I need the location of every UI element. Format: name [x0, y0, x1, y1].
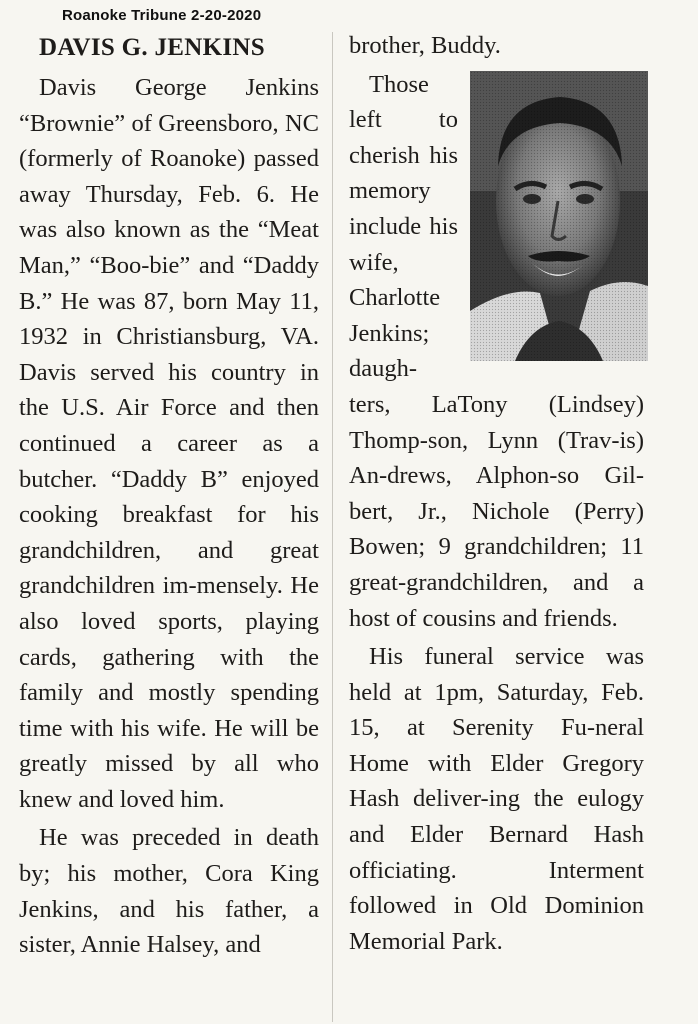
left-column [19, 28, 319, 966]
portrait-image [470, 71, 648, 361]
paragraph-preceded: He was preceded in death by; his mother, Cora King Jenkins, and his father, a sister, Annie Halsey, and [19, 824, 319, 959]
newspaper-masthead: Roanoke Tribune 2-20-2020 [62, 7, 262, 24]
paragraph-biography: Davis George Jenkins “Brownie” of Greensboro, NC (formerly of Roanoke) passed away Thursday, Feb. 6. He was also known as the “Meat Man,” “Boo-bie” and “Daddy B.” He was 87, born May 11, 1932 in Christiansburg, VA. Davis served his country in the U.S. Air Force and then continued a career as a butcher. “Daddy B” enjoyed cooking breakfast for his grandchildren, and great grandchildren im-mensely. He also loved sports, playing cards, gathering with the family and mostly spending time with his wife. He will be greatly missed by all who knew and loved him. [19, 74, 319, 813]
paragraph-funeral: His funeral service was held at 1pm, Saturday, Feb. 15, at Serenity Fu-neral Home with Elder Gregory Hash deliver-ing the eulogy and Elder Bernard Hash officiating. Interment followed in Old Dominion Memorial Park. [349, 643, 644, 955]
portrait-photo [470, 71, 648, 361]
obituary-headline: DAVIS G. JENKINS [39, 34, 265, 61]
right-column [349, 28, 644, 962]
paragraph-continued: brother, Buddy. [349, 32, 501, 59]
paragraph-survivors: Those left to cherish his memory include his wife, Charlotte Jenkins; daugh-ters, LaTony (Lindsey) Thomp-son, Lynn (Trav-is) An-drews, Alphon-so Gil-bert, Jr., Nichole (Perry) Bowen; 9 grandchildren; 11 great-grandchildren, and a host of cousins and friends. [349, 70, 644, 632]
column-divider [332, 32, 333, 1022]
